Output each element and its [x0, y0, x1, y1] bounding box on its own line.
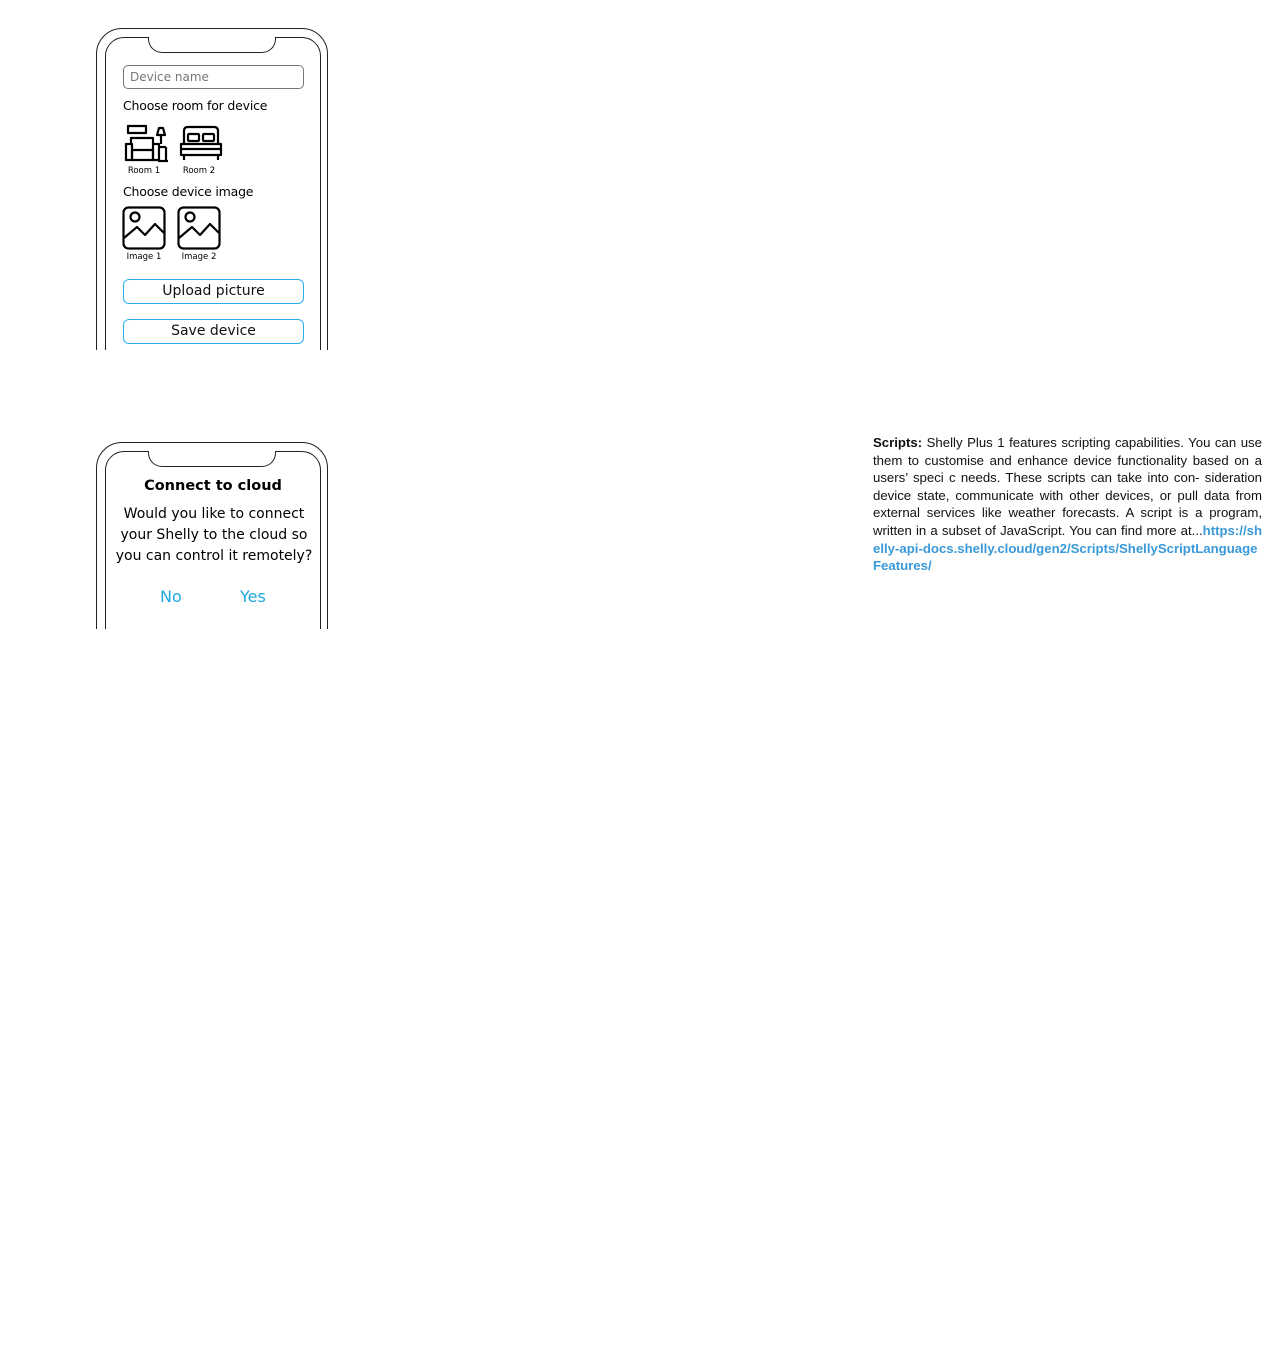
- image-icon: [122, 206, 166, 250]
- no-button[interactable]: No: [160, 587, 182, 606]
- room-option-2[interactable]: [179, 124, 225, 176]
- cloud-dialog-phone-mockup: [96, 442, 330, 629]
- image-icon: [177, 206, 221, 250]
- yes-button[interactable]: Yes: [240, 587, 266, 606]
- room-section-label: Choose room for device: [123, 98, 268, 113]
- image-label: Image 1: [126, 252, 162, 262]
- upload-picture-button[interactable]: Upload picture: [123, 279, 304, 304]
- image-section-label: Choose device image: [123, 184, 254, 199]
- scripts-body: Shelly Plus 1 features scripting capabilities. You can use them to customise and enhance device functionality based on a users’ speci c needs. These scripts can take into con- sideration device state, communicate with other devices, or pull data from external services like weather forecasts. A script is a program, written in a subset of JavaScript. You can find more at...: [873, 435, 1262, 538]
- living-room-icon: [124, 124, 170, 164]
- dialog-message: Would you like to connect your Shelly to the cloud so you can control it remotely?: [115, 506, 313, 564]
- scripts-lead: Scripts:: [873, 435, 923, 450]
- save-device-button[interactable]: Save device: [123, 319, 304, 344]
- bed-icon: [179, 124, 225, 164]
- scripts-docs-link[interactable]: https://shelly-api-docs.shelly.cloud/gen2/Scripts/ShellyScriptLanguageFeatures/: [873, 522, 1262, 574]
- room-option-1[interactable]: [124, 124, 170, 176]
- image-label: Image 2: [181, 252, 217, 262]
- scripts-description: [873, 434, 1262, 575]
- phone-notch: [148, 37, 276, 53]
- phone-notch: [148, 451, 276, 467]
- add-device-phone-mockup: [96, 28, 330, 350]
- room-label: Room 2: [182, 166, 216, 176]
- image-option-1[interactable]: [122, 206, 168, 262]
- device-name-input[interactable]: [123, 65, 304, 89]
- room-label: Room 1: [127, 166, 161, 176]
- image-option-2[interactable]: [177, 206, 223, 262]
- dialog-title: Connect to cloud: [144, 478, 282, 494]
